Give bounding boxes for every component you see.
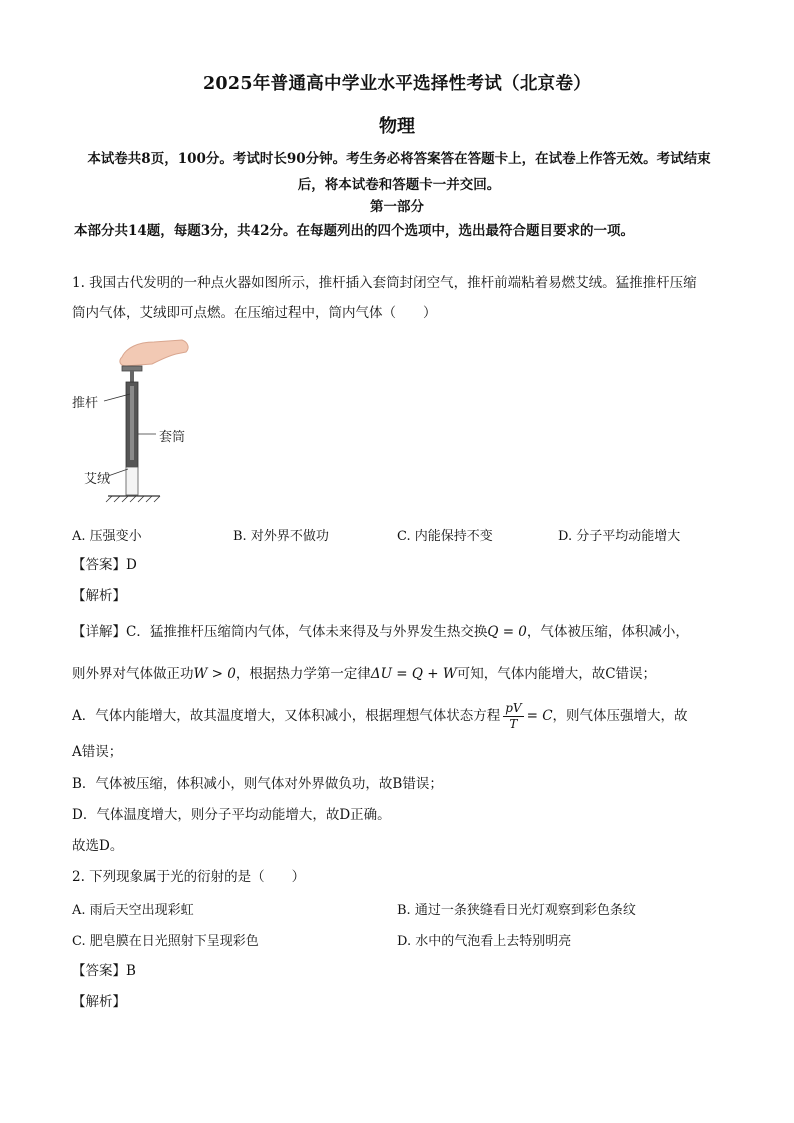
q1-stem-line2: 筒内气体，艾绒即可点燃。在压缩过程中，筒内气体（ ）	[72, 305, 437, 321]
q1-analysis-label: 【解析】	[72, 588, 126, 604]
q2-stem: 2. 下列现象属于光的衍射的是（ ）	[72, 869, 306, 885]
rod-handle	[122, 366, 142, 371]
hand-icon	[120, 340, 188, 366]
q1-option-c: C. 内能保持不变	[397, 529, 493, 544]
q1-detail-line4: A错误；	[72, 744, 123, 760]
subject-title: 物理	[379, 116, 415, 137]
q1-answer: 【答案】D	[72, 557, 137, 573]
q2-option-c: C. 肥皂膜在日光照射下呈现彩色	[72, 934, 259, 949]
q1-detail-line5: B．气体被压缩，体积减小，则气体对外界做负功，故B错误；	[72, 776, 443, 792]
q2-answer: 【答案】B	[72, 963, 136, 979]
fire-piston-figure	[64, 330, 204, 510]
gas-law-fraction: $\frac{pV}{T}$	[505, 701, 522, 731]
q2-analysis-label: 【解析】	[72, 994, 126, 1010]
q1-detail-line6: D．气体温度增大，则分子平均动能增大，故D正确。	[72, 807, 391, 823]
q2-option-a: A. 雨后天空出现彩虹	[72, 903, 194, 918]
q1-stem-line1: 1. 我国古代发明的一种点火器如图所示，推杆插入套筒封闭空气，推杆前端粘着易燃艾绒。猛推推杆压缩	[72, 275, 697, 291]
section-title: 第一部分	[370, 199, 424, 215]
section-description: 本部分共14题，每题3分，共42分。在每题列出的四个选项中，选出最符合题目要求的一项。	[74, 223, 634, 239]
sleeve-label: 套筒	[159, 430, 186, 445]
q1-option-b: B. 对外界不做功	[233, 529, 329, 544]
q1-conclusion: 故选D。	[72, 838, 124, 854]
exam-title: 2025年普通高中学业水平选择性考试（北京卷）	[202, 74, 592, 94]
q1-detail-line1: 【详解】C．猛推推杆压缩筒内气体，气体未来得及与外界发生热交换Q = 0，气体被压缩，体积减小，	[72, 624, 689, 640]
tinder-chamber	[126, 467, 138, 495]
rod-label: 推杆	[72, 396, 99, 411]
q2-option-b: B. 通过一条狭缝看日光灯观察到彩色条纹	[397, 903, 636, 918]
q1-detail-line3: A．气体内能增大，故其温度增大，又体积减小，根据理想气体状态方程 $\frac{pV}{T}$ = C，则气体压强增大，故	[72, 701, 688, 731]
q1-option-a: A. 压强变小	[72, 529, 142, 544]
q2-option-d: D. 水中的气泡看上去特别明亮	[397, 934, 572, 949]
q1-detail-line2: 则外界对气体做正功W > 0，根据热力学第一定律ΔU = Q + W可知，气体内能增大，故C错误；	[72, 666, 657, 682]
exam-notice: 本试卷共8页，100分。考试时长90分钟。考生务必将答案答在答题卡上，在试卷上作答无效。考试结束后，将本试卷和答题卡一并交回。	[87, 151, 711, 193]
tinder-label: 艾绒	[84, 472, 111, 487]
q1-option-d: D. 分子平均动能增大	[558, 529, 681, 544]
